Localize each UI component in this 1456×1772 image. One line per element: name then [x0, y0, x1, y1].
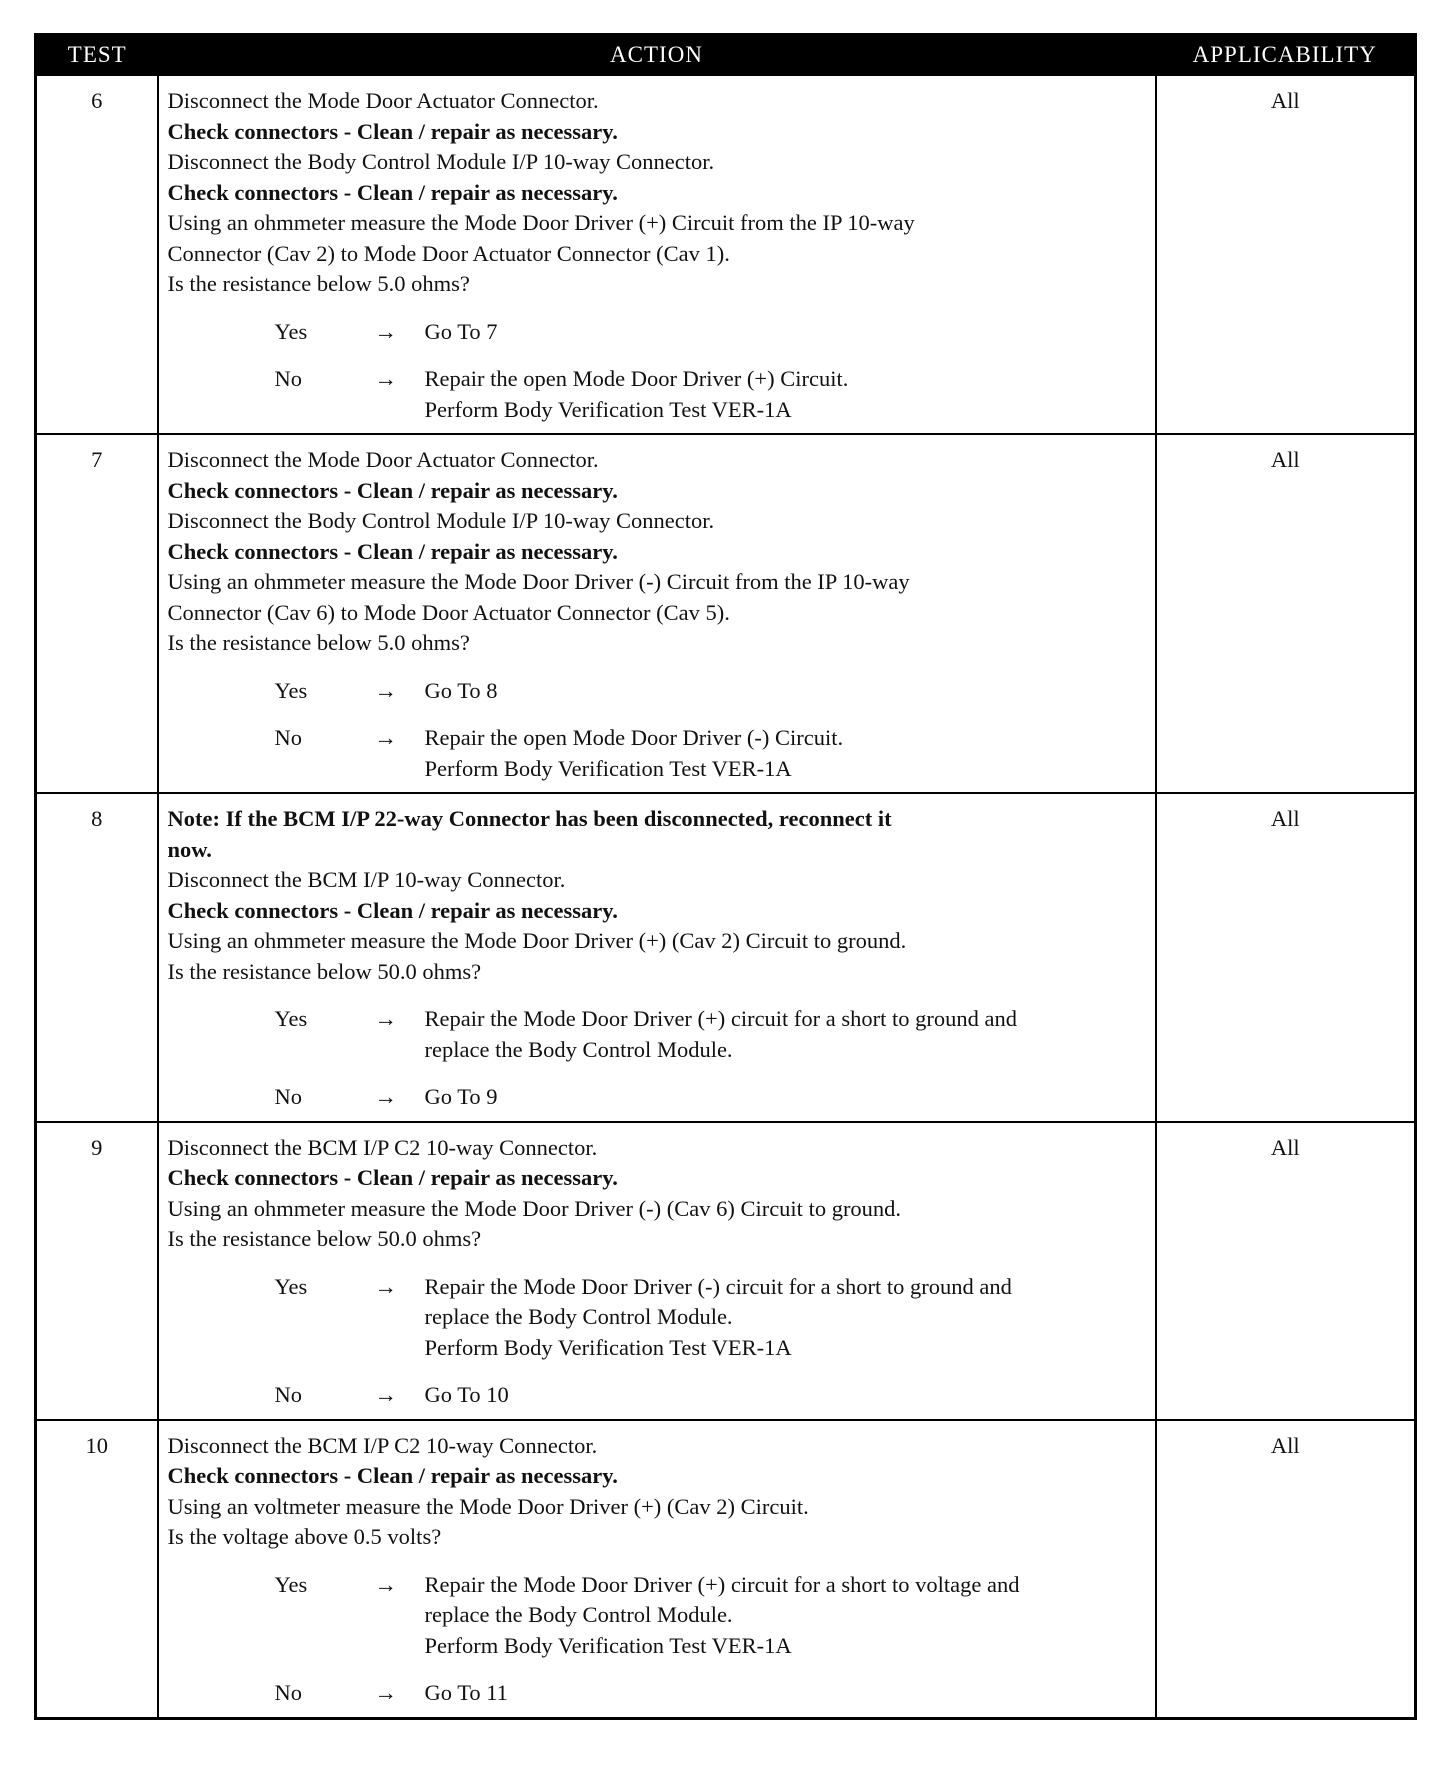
result-line: Perform Body Verification Test VER-1A [424, 1334, 792, 1360]
action-instruction: Is the voltage above 0.5 volts? [167, 1524, 442, 1549]
action-instruction: Disconnect the BCM I/P C2 10-way Connector. [167, 1134, 598, 1160]
action-instruction-bold: Check connectors - Clean / repair as necessary. [167, 118, 618, 144]
table-body [36, 75, 1416, 1718]
test-number: 6 [36, 75, 158, 434]
action-instruction: Using an ohmmeter measure the Mode Door Driver (-) Circuit from the IP 10-way [167, 569, 910, 594]
applicability-value: All [1156, 434, 1416, 793]
arrow-icon: → [374, 318, 397, 344]
table-row [36, 75, 1416, 434]
action-instruction: Is the resistance below 50.0 ohms? [167, 1226, 482, 1251]
no-branch [168, 1678, 1149, 1709]
table-header-row [36, 35, 1416, 76]
arrow-icon: → [374, 1273, 397, 1299]
arrow-icon: → [374, 1680, 397, 1705]
diagnostic-procedure-sheet [34, 33, 1414, 1720]
result-line: Repair the Mode Door Driver (+) circuit for a short to ground and [424, 1006, 1018, 1031]
test-number: 8 [36, 793, 158, 1122]
action-instruction-bold: Check connectors - Clean / repair as necessary. [167, 179, 618, 205]
action-instruction: Is the resistance below 5.0 ohms? [167, 630, 470, 655]
applicability-value: All [1156, 793, 1416, 1122]
yes-branch-result [425, 1570, 1149, 1662]
result-line: Repair the open Mode Door Driver (+) Circuit. [424, 366, 849, 391]
no-branch [168, 1082, 1149, 1113]
yes-branch-label: Yes [274, 677, 308, 703]
yes-branch-label: Yes [274, 318, 308, 344]
no-branch-label: No [274, 1084, 302, 1109]
no-branch-label: No [274, 1382, 302, 1407]
yes-branch-result [425, 1004, 1149, 1065]
result-line: Go To 10 [424, 1382, 509, 1407]
no-branch-result [425, 723, 1149, 784]
table-row [36, 1420, 1416, 1719]
yes-branch-result [425, 317, 1149, 348]
result-line: replace the Body Control Module. [424, 1036, 733, 1062]
action-instruction: Is the resistance below 50.0 ohms? [167, 958, 482, 984]
no-branch-label: No [274, 1680, 302, 1705]
yes-branch [168, 317, 1149, 348]
action-instruction: Using an ohmmeter measure the Mode Door Driver (+) (Cav 2) Circuit to ground. [167, 928, 907, 953]
action-instruction: Disconnect the BCM I/P C2 10-way Connector. [167, 1432, 598, 1458]
result-line: Perform Body Verification Test VER-1A [424, 755, 792, 781]
no-branch [168, 364, 1149, 425]
arrow-icon: → [374, 677, 397, 703]
no-branch-result [425, 1082, 1149, 1113]
action-instruction-bold: Check connectors - Clean / repair as necessary. [167, 1463, 618, 1488]
result-line: replace the Body Control Module. [424, 1602, 733, 1627]
no-branch-label: No [274, 725, 302, 750]
action-instruction: Using an ohmmeter measure the Mode Door Driver (+) Circuit from the IP 10-way [167, 210, 915, 235]
arrow-icon: → [374, 1571, 397, 1597]
action-instruction: Disconnect the BCM I/P 10-way Connector. [167, 867, 566, 892]
table-row [36, 1122, 1416, 1420]
action-cell [158, 75, 1156, 434]
yes-branch-label: Yes [274, 1006, 308, 1031]
action-instruction-bold: now. [167, 836, 212, 862]
no-branch-result [425, 364, 1149, 425]
action-instruction: Disconnect the Body Control Module I/P 10-way Connector. [167, 508, 715, 533]
header-applicability: APPLICABILITY [1156, 35, 1416, 76]
arrow-icon: → [374, 366, 397, 391]
no-branch-label: No [274, 366, 302, 391]
arrow-icon: → [374, 1006, 397, 1031]
action-instruction: Disconnect the Body Control Module I/P 10-way Connector. [167, 149, 715, 174]
action-instruction: Using an voltmeter measure the Mode Door Driver (+) (Cav 2) Circuit. [167, 1493, 809, 1519]
result-line: Go To 8 [424, 677, 498, 703]
action-instruction-bold: Check connectors - Clean / repair as necessary. [167, 1165, 618, 1190]
action-cell [158, 1122, 1156, 1420]
arrow-icon: → [374, 1084, 397, 1109]
action-cell [158, 434, 1156, 793]
no-branch-result [425, 1380, 1149, 1411]
action-cell [158, 1420, 1156, 1719]
no-branch [168, 1380, 1149, 1411]
action-cell [158, 793, 1156, 1122]
result-line: Repair the Mode Door Driver (+) circuit for a short to voltage and [424, 1571, 1020, 1597]
result-line: Go To 9 [424, 1084, 498, 1109]
result-line: Perform Body Verification Test VER-1A [424, 1632, 792, 1658]
action-instruction: Connector (Cav 6) to Mode Door Actuator Connector (Cav 5). [167, 599, 730, 625]
yes-branch [168, 676, 1149, 707]
action-instruction: Connector (Cav 2) to Mode Door Actuator Connector (Cav 1). [167, 240, 730, 266]
yes-branch-label: Yes [274, 1273, 308, 1299]
action-instruction-bold: Check connectors - Clean / repair as necessary. [167, 538, 618, 564]
yes-branch-result [425, 1272, 1149, 1364]
table-row [36, 434, 1416, 793]
result-line: Repair the open Mode Door Driver (-) Circuit. [424, 725, 844, 750]
result-line: replace the Body Control Module. [424, 1304, 733, 1329]
action-instruction-bold: Check connectors - Clean / repair as necessary. [167, 477, 618, 503]
yes-branch [168, 1272, 1149, 1364]
yes-branch [168, 1570, 1149, 1662]
applicability-value: All [1156, 1122, 1416, 1420]
arrow-icon: → [374, 1382, 397, 1407]
header-test: TEST [36, 35, 158, 76]
header-action: ACTION [158, 35, 1156, 76]
result-line: Repair the Mode Door Driver (-) circuit for a short to ground and [424, 1273, 1012, 1299]
action-instruction-bold: Note: If the BCM I/P 22-way Connector has been disconnected, reconnect it [167, 806, 892, 831]
yes-branch-label: Yes [274, 1571, 308, 1597]
applicability-value: All [1156, 1420, 1416, 1719]
test-number: 9 [36, 1122, 158, 1420]
no-branch [168, 723, 1149, 784]
action-instruction: Using an ohmmeter measure the Mode Door Driver (-) (Cav 6) Circuit to ground. [167, 1195, 902, 1221]
yes-branch-result [425, 676, 1149, 707]
test-number: 10 [36, 1420, 158, 1719]
result-line: Go To 11 [424, 1680, 508, 1705]
result-line: Go To 7 [424, 318, 498, 344]
action-instruction: Disconnect the Mode Door Actuator Connector. [167, 447, 599, 472]
arrow-icon: → [374, 725, 397, 750]
table-row [36, 793, 1416, 1122]
diagnostic-table [34, 33, 1417, 1720]
test-number: 7 [36, 434, 158, 793]
action-instruction: Is the resistance below 5.0 ohms? [167, 271, 470, 296]
action-instruction-bold: Check connectors - Clean / repair as necessary. [167, 897, 618, 923]
yes-branch [168, 1004, 1149, 1065]
no-branch-result [425, 1678, 1149, 1709]
applicability-value: All [1156, 75, 1416, 434]
result-line: Perform Body Verification Test VER-1A [424, 396, 792, 422]
action-instruction: Disconnect the Mode Door Actuator Connector. [167, 88, 599, 113]
